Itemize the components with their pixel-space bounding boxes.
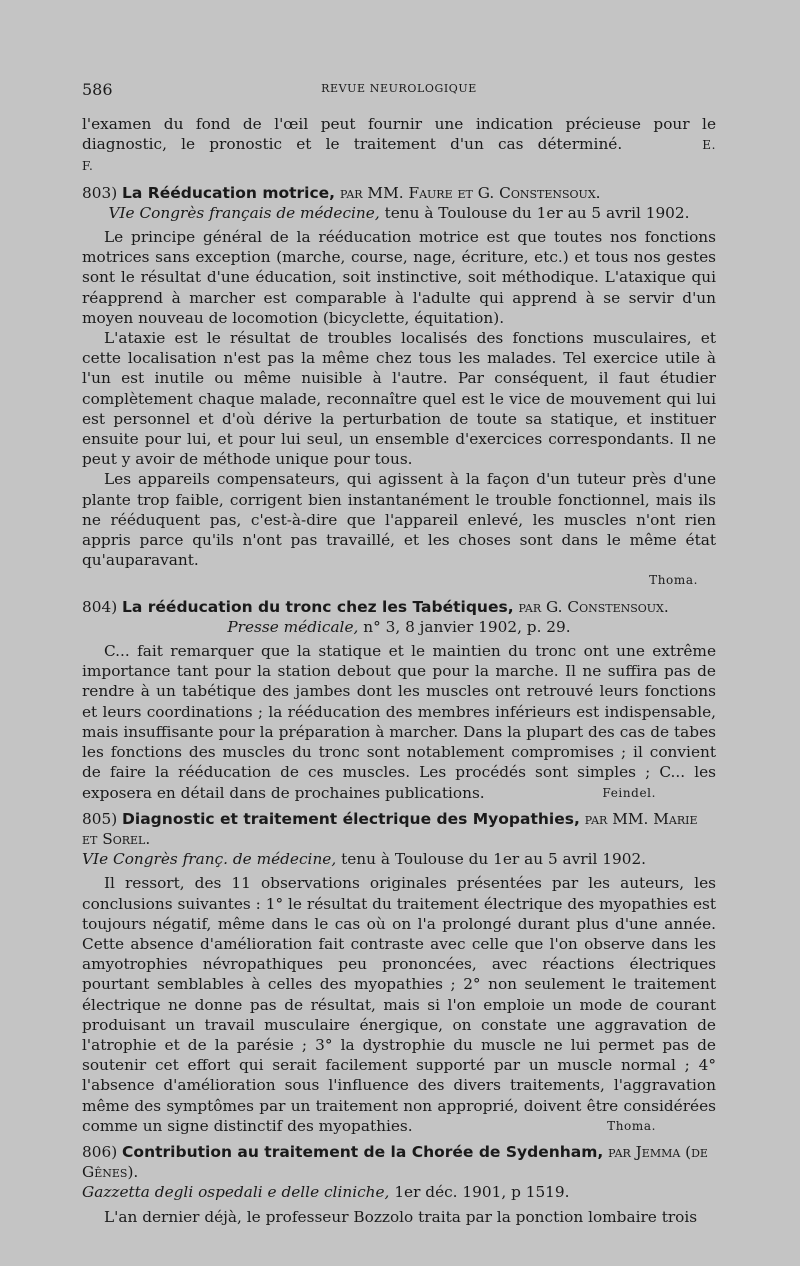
entry-source: VIe Congrès français de médecine, tenu à Toulouse du 1er au 5 avril 1902. bbox=[108, 203, 690, 222]
entry-806-heading bbox=[82, 1142, 716, 1203]
article-body bbox=[82, 114, 716, 1227]
entry-number: 804) bbox=[82, 597, 118, 616]
entry-title: Contribution au traitement de la Chorée de Sydenham, bbox=[122, 1142, 604, 1161]
paragraph: C... fait remarquer que la statique et le maintien du tronc ont une extrême importance tant pour la station debout que pour la marche. Il ne suffira pas de rendre à un tabétique des jambes dont les muscles ont retrouvé leurs fonctions et leurs coordinations ; la rééducation des membres inférieurs est indispensable, mais insuffisante pour la préparation à marcher. Dans la plupart des cas de tabes les fonctions des muscles du tronc sont notablement compromises ; il convient de faire la rééducation de ces muscles. Les procédés sont simples ; C... les exposera en détail dans de prochaines publications. Feindel. bbox=[82, 642, 716, 802]
entry-number: 806) bbox=[82, 1142, 118, 1161]
entry-authors: par MM. Marie et Sorel. bbox=[82, 809, 698, 848]
entry-804-heading bbox=[82, 597, 716, 637]
entry-number: 803) bbox=[82, 183, 118, 202]
running-title: REVUE NEUROLOGIQUE bbox=[321, 82, 477, 95]
entry-source: Presse médicale, n° 3, 8 janvier 1902, p. 29. bbox=[227, 617, 571, 636]
page-header bbox=[82, 80, 716, 104]
page-number: 586 bbox=[82, 80, 113, 99]
entry-source: VIe Congrès franç. de médecine, tenu à Toulouse du 1er au 5 avril 1902. bbox=[82, 850, 647, 869]
paragraph: Il ressort, des 11 observations originales présentées par les auteurs, les conclusions suivantes : 1° le résultat du traitement électrique des myopathies est toujours négatif, même dans le cas où on l'a prolongé durant plus d'une année. Cette absence d'amélioration fait contraste avec celle que l'on observe dans les amyotrophies névropathiques peu prononcées, avec réactions électriques pourtant semblables à celles des myopathies ; 2° non seulement le traitement électrique ne donne pas de résultat, mais si l'on emploie un mode de courant produisant un travail musculaire énergique, on constate une aggravation de l'atrophie et de la parésie ; 3° la dystrophie du muscle ne lui permet pas de soutenir cet effort qui serait facilement supporté par un muscle normal ; 4° l'absence d'amélioration sous l'influence des divers traitements, l'aggravation même des symptômes par un traitement non approprié, doivent être considérées comme un signe distinctif des myopathies. Thoma. bbox=[82, 874, 716, 1135]
entry-805-heading bbox=[82, 809, 716, 870]
entry-number: 805) bbox=[82, 809, 118, 828]
entry-title: La Rééducation motrice, bbox=[122, 183, 336, 202]
signature: E. F. bbox=[82, 138, 716, 174]
entry-authors: par G. Constensoux. bbox=[518, 597, 669, 616]
entry-title: La rééducation du tronc chez les Tabétiques, bbox=[122, 597, 514, 616]
continuation-paragraph: l'examen du fond de l'œil peut fournir une indication précieuse pour le diagnostic, le pronostic et le traitement d'un cas déterminé. E. F. bbox=[82, 115, 716, 174]
entry-authors: par MM. Faure et G. Constensoux. bbox=[339, 183, 601, 202]
entry-803-heading bbox=[82, 183, 716, 223]
paragraph: Les appareils compensateurs, qui agissent à la façon d'un tuteur près d'une plante trop faible, corrigent bien instantanément le trouble fonctionnel, mais ils ne rééduquent pas, c'est-à-dire que l'appareil enlevé, les muscles n'ont rien appris parce qu'ils n'ont pas travaillé, et les choses sont dans le même état qu'auparavant. bbox=[82, 470, 716, 570]
signature: Feindel. bbox=[602, 785, 656, 800]
signature: Thoma. bbox=[607, 1118, 656, 1133]
paragraph: L'an dernier déjà, le professeur Bozzolo traita par la ponction lombaire trois bbox=[104, 1207, 698, 1226]
signature: Thoma. bbox=[649, 573, 698, 588]
paragraph: Le principe général de la rééducation motrice est que toutes nos fonctions motrices sans exception (marche, course, nage, écriture, etc.) et tous nos gestes sont le résultat d'une éducation, soit instinctive, soit méthodique. L'ataxique qui réapprend à marcher est comparable à l'adulte qui apprend à se servir d'un moyen nouveau de locomotion (bicyclette, équitation). bbox=[82, 228, 716, 327]
paragraph: L'ataxie est le résultat de troubles localisés des fonctions musculaires, et cette localisation n'est pas la même chez tous les malades. Tel exercice utile à l'un est inutile ou même nuisible à l'autre. Par conséquent, il faut étudier complètement chaque malade, reconnaître quel est le vice de mouvement qui lui est personnel et d'où dérive la perturbation de toute sa statique, et instituer ensuite pour lui, et pour lui seul, un ensemble d'exercices correspondants. Il ne peut y avoir de méthode unique pour tous. bbox=[82, 329, 716, 469]
entry-authors: par Jemma (de Gênes). bbox=[82, 1142, 708, 1182]
entry-title: Diagnostic et traitement électrique des Myopathies, bbox=[122, 809, 580, 828]
entry-source: Gazzetta degli ospedali e delle cliniche, 1er déc. 1901, p 1519. bbox=[82, 1183, 570, 1202]
